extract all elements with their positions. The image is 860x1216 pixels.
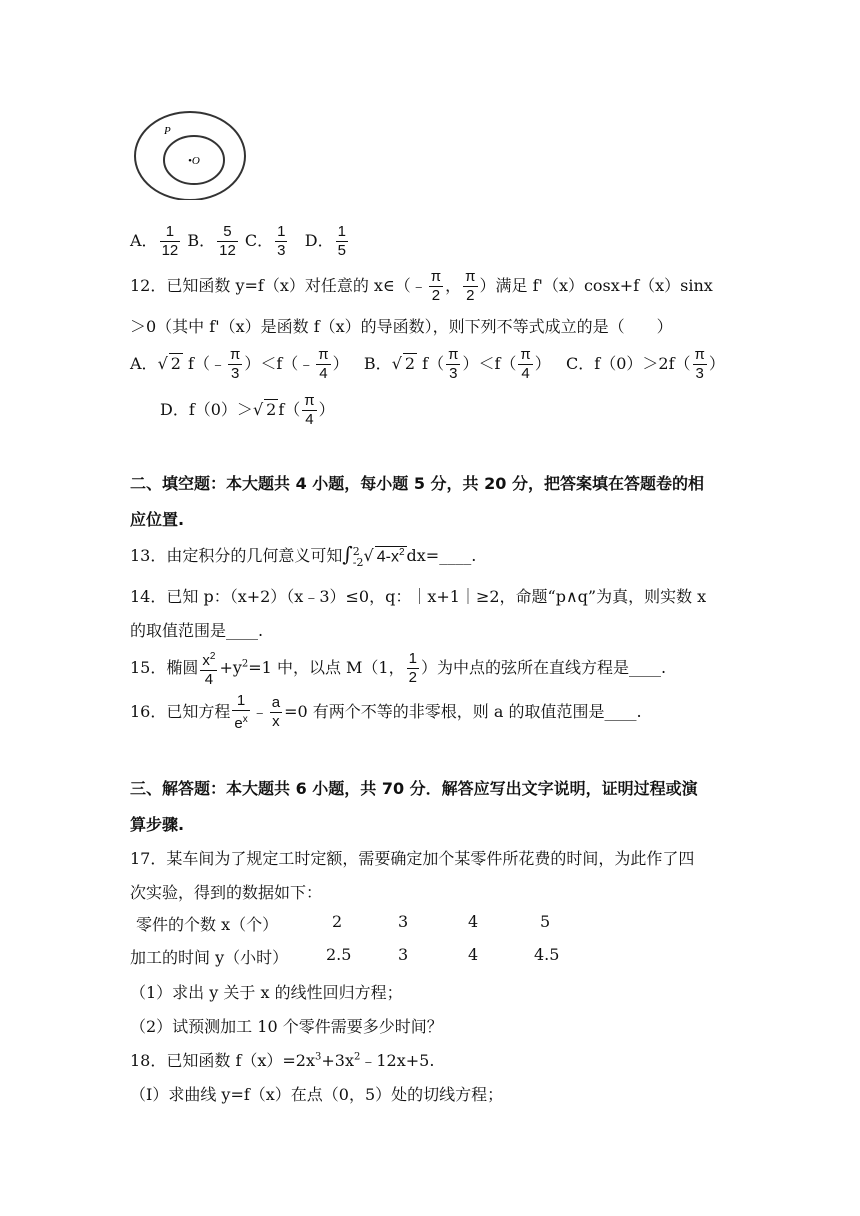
table-cell: 4 [468,912,479,931]
q17-data-table [130,912,590,972]
table-cell: 4 [468,945,479,964]
q17-line2: 次实验，得到的数据如下： [130,883,323,902]
table-cell: 4.5 [534,945,560,964]
table-row1-label: 零件的个数 x（个） [136,915,279,934]
table-cell: 3 [398,912,409,931]
table-cell: 3 [398,945,409,964]
q13: 13．由定积分的几何意义可知∫ 2 -2 √ $4-x^2$ dx=____. [130,542,477,569]
q14-line1: 14．已知 p：（x+2）（x﹣3）≤0，q：｜x+1｜≥2，命题“p∧q”为真，则实数 x [130,587,707,606]
q12-options-row1 [130,346,725,383]
section3-heading: 三、解答题：本大题共 6 小题，共 70 分．解答应写出文字说明，证明过程或演 [130,779,698,798]
q17-sub1: （1）求出 y 关于 x 的线性回归方程； [130,983,403,1002]
q16: 16．已知方程 $\frac{1}{e^x}$ ﹣ $\frac{a}{x}$ =0 有两个不等的非零根，则 a 的取值范围是____. [130,692,642,732]
q18-line1: 18．已知函数 $f(x)=2x^3+3x^2﹣12x+5$. [130,1051,435,1070]
q11-options [130,223,350,260]
q11-option-c[interactable]: C． $\frac{1}{3}$ [244,223,286,259]
circle-figure [128,104,252,200]
section2-heading: 二、填空题：本大题共 4 小题，每小题 5 分，共 20 分，把答案填在答题卷的相 [130,474,704,493]
table-cell: 5 [540,912,551,931]
q12-option-d[interactable]: D．f（0）＞√ 2 f（ $\frac{\pi}{4}$ ） [160,392,335,428]
q14-line2: 的取值范围是____. [130,621,264,640]
q11-option-b[interactable]: B． $\frac{5}{12}$ [187,223,236,259]
point-o-label: •O [188,155,200,167]
table-row2-label: 加工的时间 y（小时） [130,948,289,967]
section2-heading-cont: 应位置. [130,510,185,529]
section3-heading-cont: 算步骤. [130,815,185,834]
q12-option-b[interactable]: B．√ 2 f（ $\frac{\pi}{3}$ ）＜f（ $\frac{\pi}{4}$ ） [363,346,551,382]
q11-option-d[interactable]: D． $\frac{1}{5}$ [304,223,346,259]
q17-line1: 17．某车间为了规定工时定额，需要确定加个某零件所花费的时间，为此作了四 [130,849,695,868]
q12-line2: ＞0（其中 f'（x）是函数 f（x）的导函数），则下列不等式成立的是（ ） [130,317,673,336]
q17-sub2: （2）试预测加工 10 个零件需要多少时间？ [130,1017,443,1036]
q18-sub1: （Ⅰ）求曲线 y=f（x）在点（0，5）处的切线方程； [130,1085,504,1104]
table-cell: 2 [332,912,343,931]
point-p-label: P [164,125,171,137]
q12-option-c[interactable]: C．f（0）＞2f（ $\frac{\pi}{3}$ ） [566,346,725,382]
q11-option-a[interactable]: A． $\frac{1}{12}$ [130,223,179,259]
q15: 15．椭圆 $\frac{x^2}{4}$ $+y^2=1$ 中，以点 M（1， $\frac{1}{2}$ ）为中点的弦所在直线方程是____. [130,650,667,688]
table-cell: 2.5 [326,945,352,964]
q12-line1: 12．已知函数 y=f（x）对任意的 x∈（﹣ $\frac{\pi}{2}$ ， $\frac{\pi}{2}$ ）满足 f'（x）cosx+f（x）sinx [130,268,713,304]
q12-option-a[interactable]: A．√ 2 f（﹣ $\frac{\pi}{3}$ ）＜f（﹣ $\frac{\pi}{4}$ ） [130,346,349,382]
